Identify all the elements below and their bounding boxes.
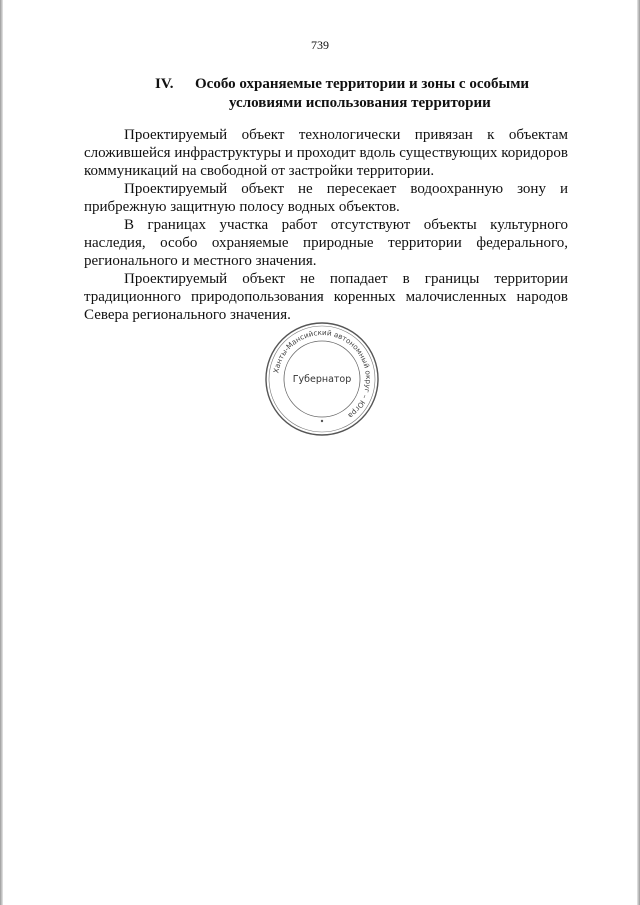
section-title-line-1: Особо охраняемые территории и зоны с особыми xyxy=(195,76,530,92)
seal-dot xyxy=(321,420,323,422)
paragraph: Проектируемый объект не попадает в границы территории традиционного природопользования коренных малочисленных народов Севера регионального значения. xyxy=(84,271,568,323)
section-body xyxy=(84,126,568,324)
paragraph: В границах участка работ отсутствуют объекты культурного наследия, особо охраняемые природные территории федерального, регионального и местного значения. xyxy=(84,217,568,269)
scan-edge-left xyxy=(0,0,3,905)
paragraph: Проектируемый объект не пересекает водоохранную зону и прибрежную защитную полосу водных объектов. xyxy=(84,181,568,215)
seal-center-text: Губернатор xyxy=(292,374,352,385)
section-number: IV. xyxy=(155,76,174,92)
page-number: 739 xyxy=(311,38,329,52)
paragraph: Проектируемый объект технологически привязан к объектам сложившейся инфраструктуры и проходит вдоль существующих коридоров коммуникаций на свободной от застройки территории. xyxy=(84,127,568,179)
seal-ring-text: Ханты-Мансийский автономный округ – Югра xyxy=(271,327,374,421)
official-seal-stamp xyxy=(263,320,381,438)
section-title-line-2: условиями использования территории xyxy=(229,95,491,111)
